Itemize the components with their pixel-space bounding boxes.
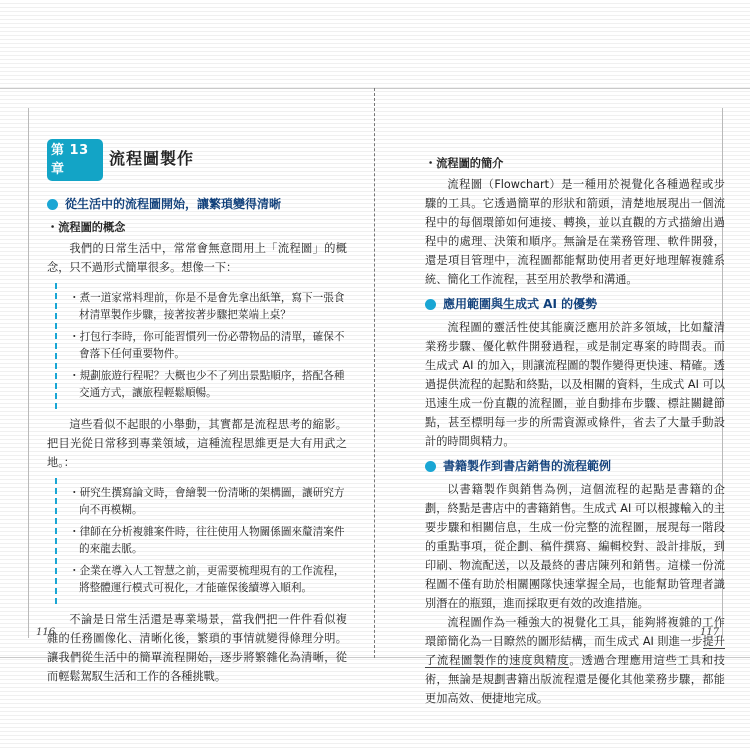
chapter-number: 第 13 章 xyxy=(47,139,103,181)
bullet-dot-icon xyxy=(425,299,436,310)
chapter-badge xyxy=(47,141,103,179)
top-rule xyxy=(0,88,750,89)
section-title: 書籍製作到書店銷售的流程範例 xyxy=(443,459,612,473)
section-title: 應用範圍與生成式 AI 的優勢 xyxy=(443,297,598,311)
list-item: ・律師在分析複雜案件時，往往使用人物關係圖來釐清案件的來龍去脈。 xyxy=(69,526,345,555)
underlined-text: 提升了流程圖製作的速度與精度 xyxy=(425,635,725,667)
chapter-title: 流程圖製作 xyxy=(109,149,195,168)
example-list xyxy=(55,283,347,409)
example-list xyxy=(55,478,347,604)
paragraph: 我們的日常生活中，常常會無意間用上「流程圖」的概念，只不過形式簡單很多。想像一下： xyxy=(47,242,347,274)
list-item: ・打包行李時，你可能習慣列一份必帶物品的清單，確保不會落下任何重要物件。 xyxy=(69,331,345,360)
text-run: 流程圖作為一種強大的視覺化工具，能夠將複雜的工作環節簡化為一目瞭然的圖形結構，而生成式 AI 則進一步 xyxy=(425,616,725,648)
section-heading xyxy=(425,295,725,314)
paragraph: 這些看似不起眼的小舉動，其實都是流程思考的縮影。把目光從日常移到專業領域，這種流程思維更是大有用武之地。： xyxy=(47,418,347,469)
page-number-left: 116 xyxy=(36,627,56,638)
right-page xyxy=(425,150,725,708)
chapter-header xyxy=(47,141,347,181)
bullet-dot-icon xyxy=(425,461,436,472)
list-item: ・企業在導入人工智慧之前，更需要梳理現有的工作流程，將整體運行模式可視化，才能確保後續導入順利。 xyxy=(69,565,345,594)
list-item: ・煮一道家常料理前，你是不是會先拿出紙筆，寫下一張食材清單製作步驟，接著按著步驟把菜端上桌？ xyxy=(69,292,345,321)
paragraph: 以書籍製作與銷售為例，這個流程的起點是書籍的企劃，終點是書店中的書籍銷售。生成式 AI 可以根據輸入的主要步驟和相關信息，生成一份完整的流程圖，展現每一階段的重點事項，從企劃、稿件撰寫、編輯校對、設計排版，到印刷、物流配送，以及最終的書店陳列和銷售。這樣一份流程圖不僅有助於相關團隊快速掌握全局，也能幫助管理者識別潛在的瓶頸，進而採取更有效的改進措施。 xyxy=(425,483,725,610)
paragraph: 流程圖的靈活性使其能廣泛應用於許多領域，比如釐清業務步驟、優化軟件開發過程，或是制定專案的時間表。而生成式 AI 的加入，則讓流程圖的製作變得更快速、精確。透過提供流程的起點和終點，以及相關的資料，生成式 AI 可以迅速生成一份直觀的流程圖，並自動排布步驟、標註關鍵節點，甚至標明每一步的所需資源或條件，省去了大量手動設計的時間與精力。 xyxy=(425,321,725,448)
left-margin-rule xyxy=(28,108,29,638)
gutter-dashed-line xyxy=(374,88,375,658)
section-heading xyxy=(425,457,725,476)
paragraph-final xyxy=(425,613,725,708)
section-title: 從生活中的流程圖開始，讓繁瑣變得清晰 xyxy=(65,197,282,211)
paragraph: 流程圖（Flowchart）是一種用於視覺化各種過程或步驟的工具。它透過簡單的形狀和箭頭，清楚地展現出一個流程中的每個環節如何連接、轉換，並以直觀的方式描繪出過程中的處理、決策和順序。無論是在業務管理、軟件開發，還是項目管理中，流程圖都能幫助使用者更好地理解複雜系統、簡化工作流程，甚至用於教學和溝通。 xyxy=(425,178,725,286)
subsection-title: ・流程圖的概念 xyxy=(47,221,126,234)
subsection-title: ・流程圖的簡介 xyxy=(425,157,504,170)
list-item: ・規劃旅遊行程呢？大概也少不了列出景點順序，搭配各種交通方式，讓旅程輕鬆順暢。 xyxy=(69,370,345,399)
list-item: ・研究生撰寫論文時，會繪製一份清晰的架構圖，讓研究方向不再模糊。 xyxy=(69,487,345,516)
bullet-dot-icon xyxy=(47,199,58,210)
text-run: 。透過合理應用這些工具和技術，無論是規劃書籍出版流程還是優化其他業務步驟，都能更加高效、便捷地完成。 xyxy=(425,654,725,705)
page-number-right: 117 xyxy=(700,627,720,638)
section-heading xyxy=(47,195,347,214)
paragraph: 不論是日常生活還是專業場景，當我們把一件件看似複雜的任務圖像化、清晰化後，繁瑣的事情就變得條理分明。讓我們從生活中的簡單流程開始，逐步將繁雜化為清晰，從而輕鬆駕馭生活和工作的各種挑戰。 xyxy=(47,613,347,683)
left-page xyxy=(47,145,347,686)
